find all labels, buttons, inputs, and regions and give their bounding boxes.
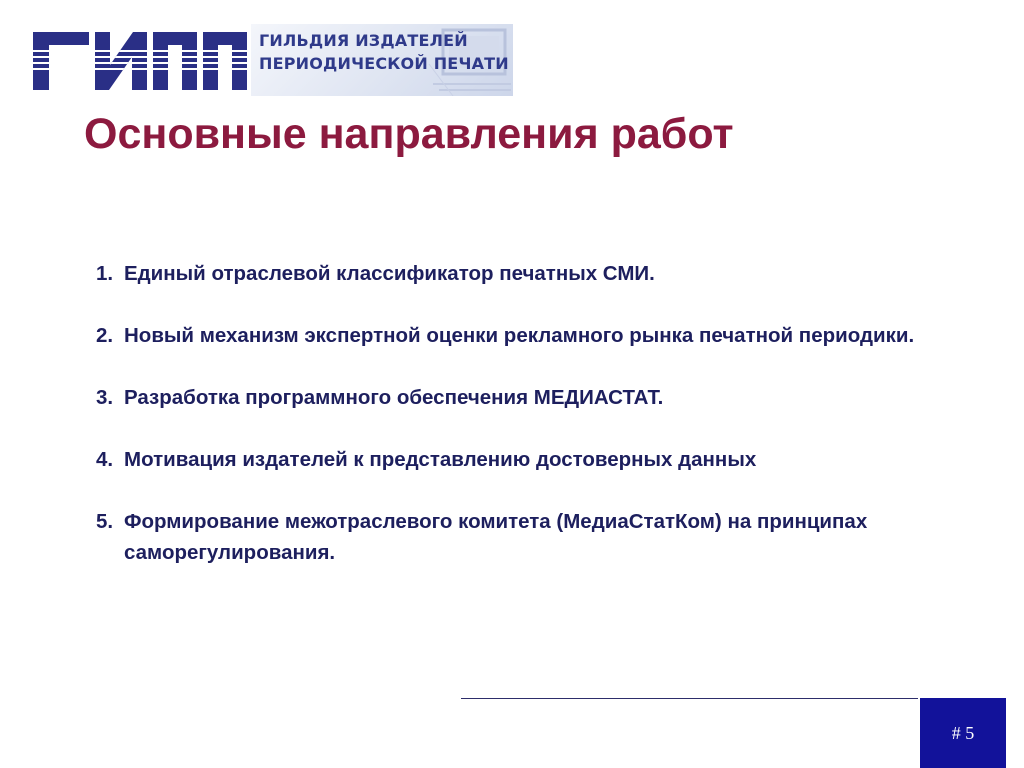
list-item <box>96 382 956 413</box>
list-item <box>96 258 956 289</box>
logo-line-2: ПЕРИОДИЧЕСКОЙ ПЕЧАТИ <box>259 54 509 73</box>
item-text: Новый механизм экспертной оценки рекламного рынка печатной периодики. <box>124 324 915 347</box>
logo-text-panel <box>251 24 513 96</box>
guild-logo <box>33 24 513 96</box>
gipp-logo-mark-icon <box>33 32 247 90</box>
item-number: 2. <box>96 324 114 347</box>
item-number: 5. <box>96 510 114 533</box>
item-text: Мотивация издателей к представлению достоверных данных <box>124 448 757 471</box>
item-number: 1. <box>96 262 114 285</box>
logo-line-1: ГИЛЬДИЯ ИЗДАТЕЛЕЙ <box>259 31 468 50</box>
page-number-badge <box>920 698 1006 768</box>
item-number: 3. <box>96 386 114 409</box>
directions-list <box>96 258 956 599</box>
page-number: # 5 <box>951 722 975 743</box>
item-text: Единый отраслевой классификатор печатных СМИ. <box>124 262 655 285</box>
item-number: 4. <box>96 448 114 471</box>
list-item <box>96 444 956 475</box>
list-item <box>96 320 956 351</box>
slide-title: Основные направления работ <box>84 110 734 158</box>
item-text: Разработка программного обеспечения МЕДИАСТАТ. <box>124 386 664 409</box>
item-text: Формирование межотраслевого комитета (МедиаСтатКом) на принципах саморегулирования. <box>124 510 868 564</box>
list-item <box>96 506 956 568</box>
footer-divider <box>461 698 918 699</box>
